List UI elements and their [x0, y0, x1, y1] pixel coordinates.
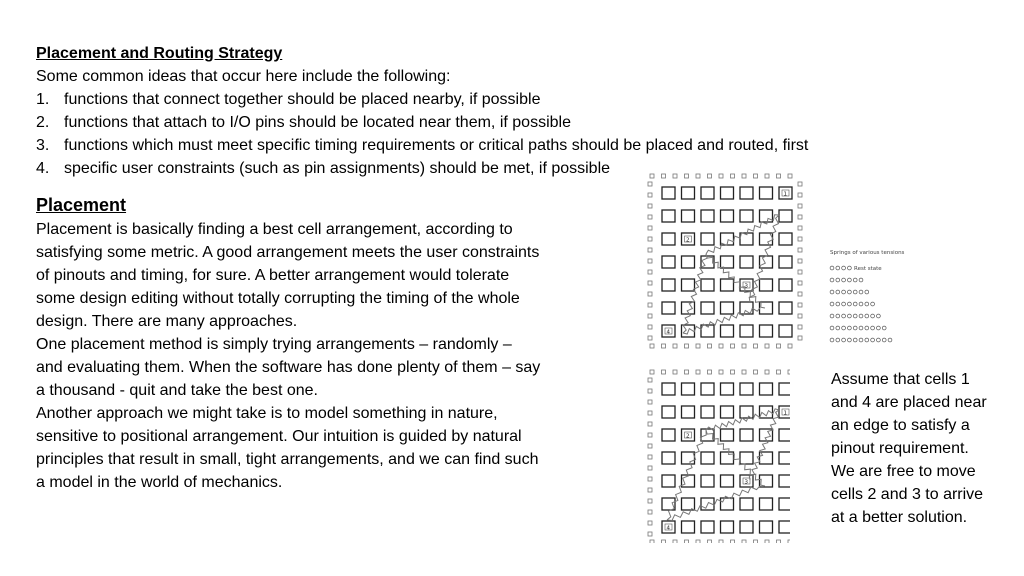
paragraph-line: of pinouts and timing, for sure. A better arrangement would tolerate	[36, 267, 510, 284]
io-pad	[765, 370, 769, 374]
logic-cell	[662, 279, 675, 291]
legend-spring-coil	[848, 278, 852, 282]
placement-paragraph	[36, 218, 606, 494]
io-pad	[765, 540, 769, 543]
io-pad	[765, 344, 769, 348]
logic-cell	[721, 302, 734, 314]
logic-cell	[701, 187, 714, 199]
logic-cell	[721, 279, 734, 291]
io-pad	[798, 325, 802, 329]
io-pad	[708, 174, 712, 178]
list-item	[36, 111, 808, 134]
legend-title: Springs of various tensions	[830, 250, 905, 256]
logic-cell	[740, 383, 753, 395]
io-pad	[662, 370, 666, 374]
legend-spring-coil	[877, 326, 881, 330]
logic-cell	[779, 521, 790, 533]
legend-spring-coil	[865, 290, 869, 294]
io-pad	[648, 477, 652, 481]
list-number: 3.	[36, 137, 50, 154]
io-pad	[798, 248, 802, 252]
logic-cell	[740, 521, 753, 533]
legend-spring-coil	[830, 290, 834, 294]
logic-cell	[701, 279, 714, 291]
cell-number-label: 1	[783, 191, 787, 198]
io-pad	[696, 370, 700, 374]
placement-heading: Placement	[36, 195, 127, 215]
io-pad	[648, 422, 652, 426]
legend-spring-coil	[830, 326, 834, 330]
logic-cell	[740, 429, 753, 441]
legend-spring-coil	[848, 290, 852, 294]
spring	[706, 430, 765, 486]
io-pad	[685, 370, 689, 374]
note-line: and 4 are placed near	[831, 394, 987, 411]
io-pad	[673, 174, 677, 178]
logic-cell	[662, 452, 675, 464]
io-pad	[731, 370, 735, 374]
io-pad	[731, 344, 735, 348]
io-pad	[648, 215, 652, 219]
spring-legend	[830, 250, 905, 342]
io-pad	[650, 344, 654, 348]
logic-cell	[662, 233, 675, 245]
io-pad	[754, 540, 758, 543]
legend-spring-coil	[871, 326, 875, 330]
legend-spring-coil	[842, 266, 846, 270]
io-pad	[673, 344, 677, 348]
cell-grid	[648, 370, 790, 543]
io-pad	[719, 344, 723, 348]
list-text: functions which must meet specific timing requirements or critical paths should be placed and routed, first	[64, 137, 809, 154]
legend-spring-coil	[871, 302, 875, 306]
logic-cell	[740, 325, 753, 337]
legend-spring-coil	[842, 314, 846, 318]
logic-cell	[682, 498, 695, 510]
io-pad	[777, 344, 781, 348]
logic-cell	[760, 279, 773, 291]
paragraph-line: a thousand - quit and take the best one.	[36, 382, 318, 399]
io-pad	[648, 325, 652, 329]
logic-cell	[701, 302, 714, 314]
placement-grid-figure-initial	[640, 172, 940, 354]
io-pad	[742, 540, 746, 543]
io-pad	[648, 466, 652, 470]
io-pad	[742, 370, 746, 374]
io-pad	[788, 540, 790, 543]
io-pad	[777, 540, 781, 543]
io-pad	[662, 540, 666, 543]
legend-spring-coil	[853, 302, 857, 306]
io-pad	[650, 174, 654, 178]
legend-spring-coil	[848, 314, 852, 318]
legend-spring-coil	[865, 338, 869, 342]
io-pad	[648, 226, 652, 230]
paragraph-line: One placement method is simply trying arrangements – randomly –	[36, 336, 512, 353]
logic-cell	[779, 256, 792, 268]
paragraph-line: Placement is basically finding a best cell arrangement, according to	[36, 221, 513, 238]
io-pad	[662, 344, 666, 348]
legend-spring-coil	[842, 302, 846, 306]
logic-cell	[779, 475, 790, 487]
legend-spring-coil	[859, 314, 863, 318]
logic-cell	[721, 521, 734, 533]
io-pad	[648, 444, 652, 448]
legend-spring-coil	[853, 338, 857, 342]
logic-cell	[701, 406, 714, 418]
io-pad	[648, 182, 652, 186]
logic-cell	[779, 325, 792, 337]
spring	[749, 410, 779, 480]
legend-spring-coil	[830, 266, 834, 270]
cell-number-label: 3	[744, 283, 748, 290]
io-pad	[648, 455, 652, 459]
legend-spring-coil	[830, 302, 834, 306]
io-pad	[648, 204, 652, 208]
io-pad	[648, 193, 652, 197]
legend-spring-coil	[830, 314, 834, 318]
cell-number-label: 3	[744, 479, 748, 486]
io-pad	[798, 314, 802, 318]
logic-cell	[662, 210, 675, 222]
legend-spring-coil	[865, 314, 869, 318]
io-pad	[708, 370, 712, 374]
legend-spring-coil	[859, 290, 863, 294]
logic-cell	[760, 521, 773, 533]
legend-spring-coil	[836, 326, 840, 330]
legend-spring-coil	[888, 338, 892, 342]
logic-cell	[701, 475, 714, 487]
legend-spring-coil	[859, 338, 863, 342]
logic-cell	[760, 187, 773, 199]
logic-cell	[760, 256, 773, 268]
io-pad	[648, 433, 652, 437]
list-number: 2.	[36, 114, 50, 131]
logic-cell	[779, 452, 790, 464]
logic-cell	[721, 406, 734, 418]
legend-spring-coil	[848, 338, 852, 342]
cell-number-label: 4	[666, 329, 670, 336]
legend-spring-coil	[830, 338, 834, 342]
paragraph-line: a model in the world of mechanics.	[36, 474, 283, 491]
cell-grid	[648, 174, 802, 348]
logic-cell	[701, 521, 714, 533]
io-pad	[648, 488, 652, 492]
io-pad	[719, 370, 723, 374]
io-pad	[648, 292, 652, 296]
strategy-intro: Some common ideas that occur here include the following:	[36, 68, 451, 85]
legend-spring-coil	[859, 278, 863, 282]
legend-spring-coil	[836, 338, 840, 342]
legend-spring-coil	[871, 338, 875, 342]
io-pad	[648, 378, 652, 382]
io-pad	[648, 270, 652, 274]
legend-spring-coil	[848, 326, 852, 330]
io-pad	[798, 259, 802, 263]
logic-cell	[682, 406, 695, 418]
io-pad	[648, 259, 652, 263]
placement-grid-figure-relaxed	[640, 368, 790, 543]
logic-cell	[760, 383, 773, 395]
logic-cell	[740, 187, 753, 199]
io-pad	[731, 174, 735, 178]
legend-spring-coil	[842, 290, 846, 294]
legend-spring-coil	[882, 326, 886, 330]
legend-spring-coil	[836, 290, 840, 294]
logic-cell	[662, 475, 675, 487]
io-pad	[685, 540, 689, 543]
io-pad	[648, 303, 652, 307]
logic-cell	[682, 279, 695, 291]
legend-spring-coil	[871, 314, 875, 318]
legend-spring-coil	[848, 302, 852, 306]
logic-cell	[662, 429, 675, 441]
paragraph-line: and evaluating them. When the software has done plenty of them – say	[36, 359, 541, 376]
logic-cell	[701, 210, 714, 222]
logic-cell	[682, 452, 695, 464]
io-pad	[650, 370, 654, 374]
io-pad	[719, 540, 723, 543]
legend-spring-coil	[853, 290, 857, 294]
io-pad	[765, 174, 769, 178]
legend-spring-coil	[848, 266, 852, 270]
logic-cell	[682, 383, 695, 395]
logic-cell	[760, 498, 773, 510]
io-pad	[719, 174, 723, 178]
logic-cell	[779, 279, 792, 291]
io-pad	[648, 314, 652, 318]
paragraph-line: Another approach we might take is to model something in nature,	[36, 405, 498, 422]
note-line: Assume that cells 1	[831, 371, 970, 388]
note-line: We are free to move	[831, 463, 976, 480]
legend-spring-coil	[865, 326, 869, 330]
logic-cell	[662, 256, 675, 268]
io-pad	[731, 540, 735, 543]
io-pad	[696, 540, 700, 543]
logic-cell	[721, 210, 734, 222]
paragraph-line: design. There are many approaches.	[36, 313, 298, 330]
io-pad	[648, 411, 652, 415]
list-item	[36, 88, 808, 111]
legend-spring-coil	[853, 314, 857, 318]
io-pad	[798, 270, 802, 274]
logic-cell	[740, 498, 753, 510]
io-pad	[648, 532, 652, 536]
cell-number-label: 2	[686, 433, 690, 440]
cell-number-label: 1	[783, 410, 787, 417]
list-text: functions that attach to I/O pins should be located near them, if possible	[64, 114, 571, 131]
legend-spring-coil	[830, 278, 834, 282]
legend-spring-rows	[830, 266, 892, 342]
side-note	[831, 368, 1011, 529]
list-item	[36, 134, 808, 157]
legend-spring-coil	[877, 314, 881, 318]
io-pad	[685, 344, 689, 348]
io-pad	[777, 174, 781, 178]
logic-cell	[721, 187, 734, 199]
cell-number-label: 2	[686, 237, 690, 244]
logic-cell	[662, 187, 675, 199]
logic-cell	[662, 383, 675, 395]
logic-cell	[701, 233, 714, 245]
logic-cell	[740, 210, 753, 222]
logic-cell	[779, 498, 790, 510]
io-pad	[648, 510, 652, 514]
io-pad	[788, 344, 792, 348]
legend-spring-coil	[853, 326, 857, 330]
io-pad	[648, 521, 652, 525]
io-pad	[662, 174, 666, 178]
legend-rest-label: Rest state	[854, 266, 882, 272]
list-text: specific user constraints (such as pin assignments) should be met, if possible	[64, 160, 611, 177]
logic-cell	[760, 210, 773, 222]
io-pad	[798, 226, 802, 230]
io-pad	[788, 370, 790, 374]
logic-cell	[721, 325, 734, 337]
list-text: functions that connect together should be placed nearby, if possible	[64, 91, 541, 108]
io-pad	[798, 215, 802, 219]
io-pad	[798, 237, 802, 241]
io-pad	[788, 174, 792, 178]
io-pad	[798, 204, 802, 208]
logic-cell	[740, 256, 753, 268]
logic-cell	[662, 302, 675, 314]
io-pad	[648, 400, 652, 404]
paragraph-line: principles that result in small, tight arrangements, and we can find such	[36, 451, 539, 468]
legend-spring-coil	[836, 314, 840, 318]
cell-number-label: 4	[666, 525, 670, 532]
legend-spring-coil	[836, 266, 840, 270]
logic-cell	[701, 383, 714, 395]
logic-cell	[779, 383, 790, 395]
io-pad	[754, 344, 758, 348]
io-pad	[685, 174, 689, 178]
strategy-list	[36, 88, 808, 180]
logic-cell	[701, 452, 714, 464]
io-pad	[648, 248, 652, 252]
io-pad	[777, 370, 781, 374]
io-pad	[708, 540, 712, 543]
logic-cell	[682, 210, 695, 222]
legend-spring-coil	[836, 278, 840, 282]
io-pad	[754, 370, 758, 374]
io-pad	[798, 182, 802, 186]
io-pad	[798, 336, 802, 340]
paragraph-line: satisfying some metric. A good arrangement meets the user constraints	[36, 244, 540, 261]
logic-cell	[740, 452, 753, 464]
legend-spring-coil	[865, 302, 869, 306]
legend-spring-coil	[853, 278, 857, 282]
logic-cell	[740, 406, 753, 418]
io-pad	[798, 193, 802, 197]
paragraph-line: sensitive to positional arrangement. Our intuition is guided by natural	[36, 428, 522, 445]
io-pad	[648, 499, 652, 503]
list-number: 4.	[36, 160, 50, 177]
io-pad	[648, 237, 652, 241]
logic-cell	[721, 429, 734, 441]
io-pad	[650, 540, 654, 543]
logic-cell	[662, 406, 675, 418]
logic-cell	[682, 187, 695, 199]
logic-cell	[721, 475, 734, 487]
io-pad	[696, 174, 700, 178]
logic-cell	[779, 210, 792, 222]
io-pad	[798, 281, 802, 285]
legend-spring-coil	[859, 326, 863, 330]
io-pad	[798, 292, 802, 296]
note-line: at a better solution.	[831, 509, 968, 526]
note-line: an edge to satisfy a	[831, 417, 970, 434]
legend-spring-coil	[842, 326, 846, 330]
io-pad	[696, 344, 700, 348]
logic-cell	[682, 256, 695, 268]
io-pad	[754, 174, 758, 178]
logic-cell	[760, 325, 773, 337]
logic-cell	[779, 302, 792, 314]
legend-spring-coil	[842, 278, 846, 282]
logic-cell	[721, 383, 734, 395]
list-number: 1.	[36, 91, 50, 108]
logic-cell	[779, 429, 790, 441]
io-pad	[742, 344, 746, 348]
io-pad	[648, 389, 652, 393]
legend-spring-coil	[842, 338, 846, 342]
logic-cell	[721, 498, 734, 510]
logic-cell	[682, 521, 695, 533]
io-pad	[648, 281, 652, 285]
logic-cell	[721, 256, 734, 268]
io-pad	[648, 336, 652, 340]
logic-cell	[779, 233, 792, 245]
strategy-title: Placement and Routing Strategy	[36, 45, 283, 62]
legend-spring-coil	[877, 338, 881, 342]
io-pad	[798, 303, 802, 307]
note-line: pinout requirement.	[831, 440, 969, 457]
io-pad	[708, 344, 712, 348]
io-pad	[673, 370, 677, 374]
io-pad	[742, 174, 746, 178]
io-pad	[673, 540, 677, 543]
paragraph-line: some design editing without totally corrupting the timing of the whole	[36, 290, 520, 307]
legend-spring-coil	[882, 338, 886, 342]
legend-spring-coil	[859, 302, 863, 306]
legend-spring-coil	[836, 302, 840, 306]
note-line: cells 2 and 3 to arrive	[831, 486, 984, 503]
